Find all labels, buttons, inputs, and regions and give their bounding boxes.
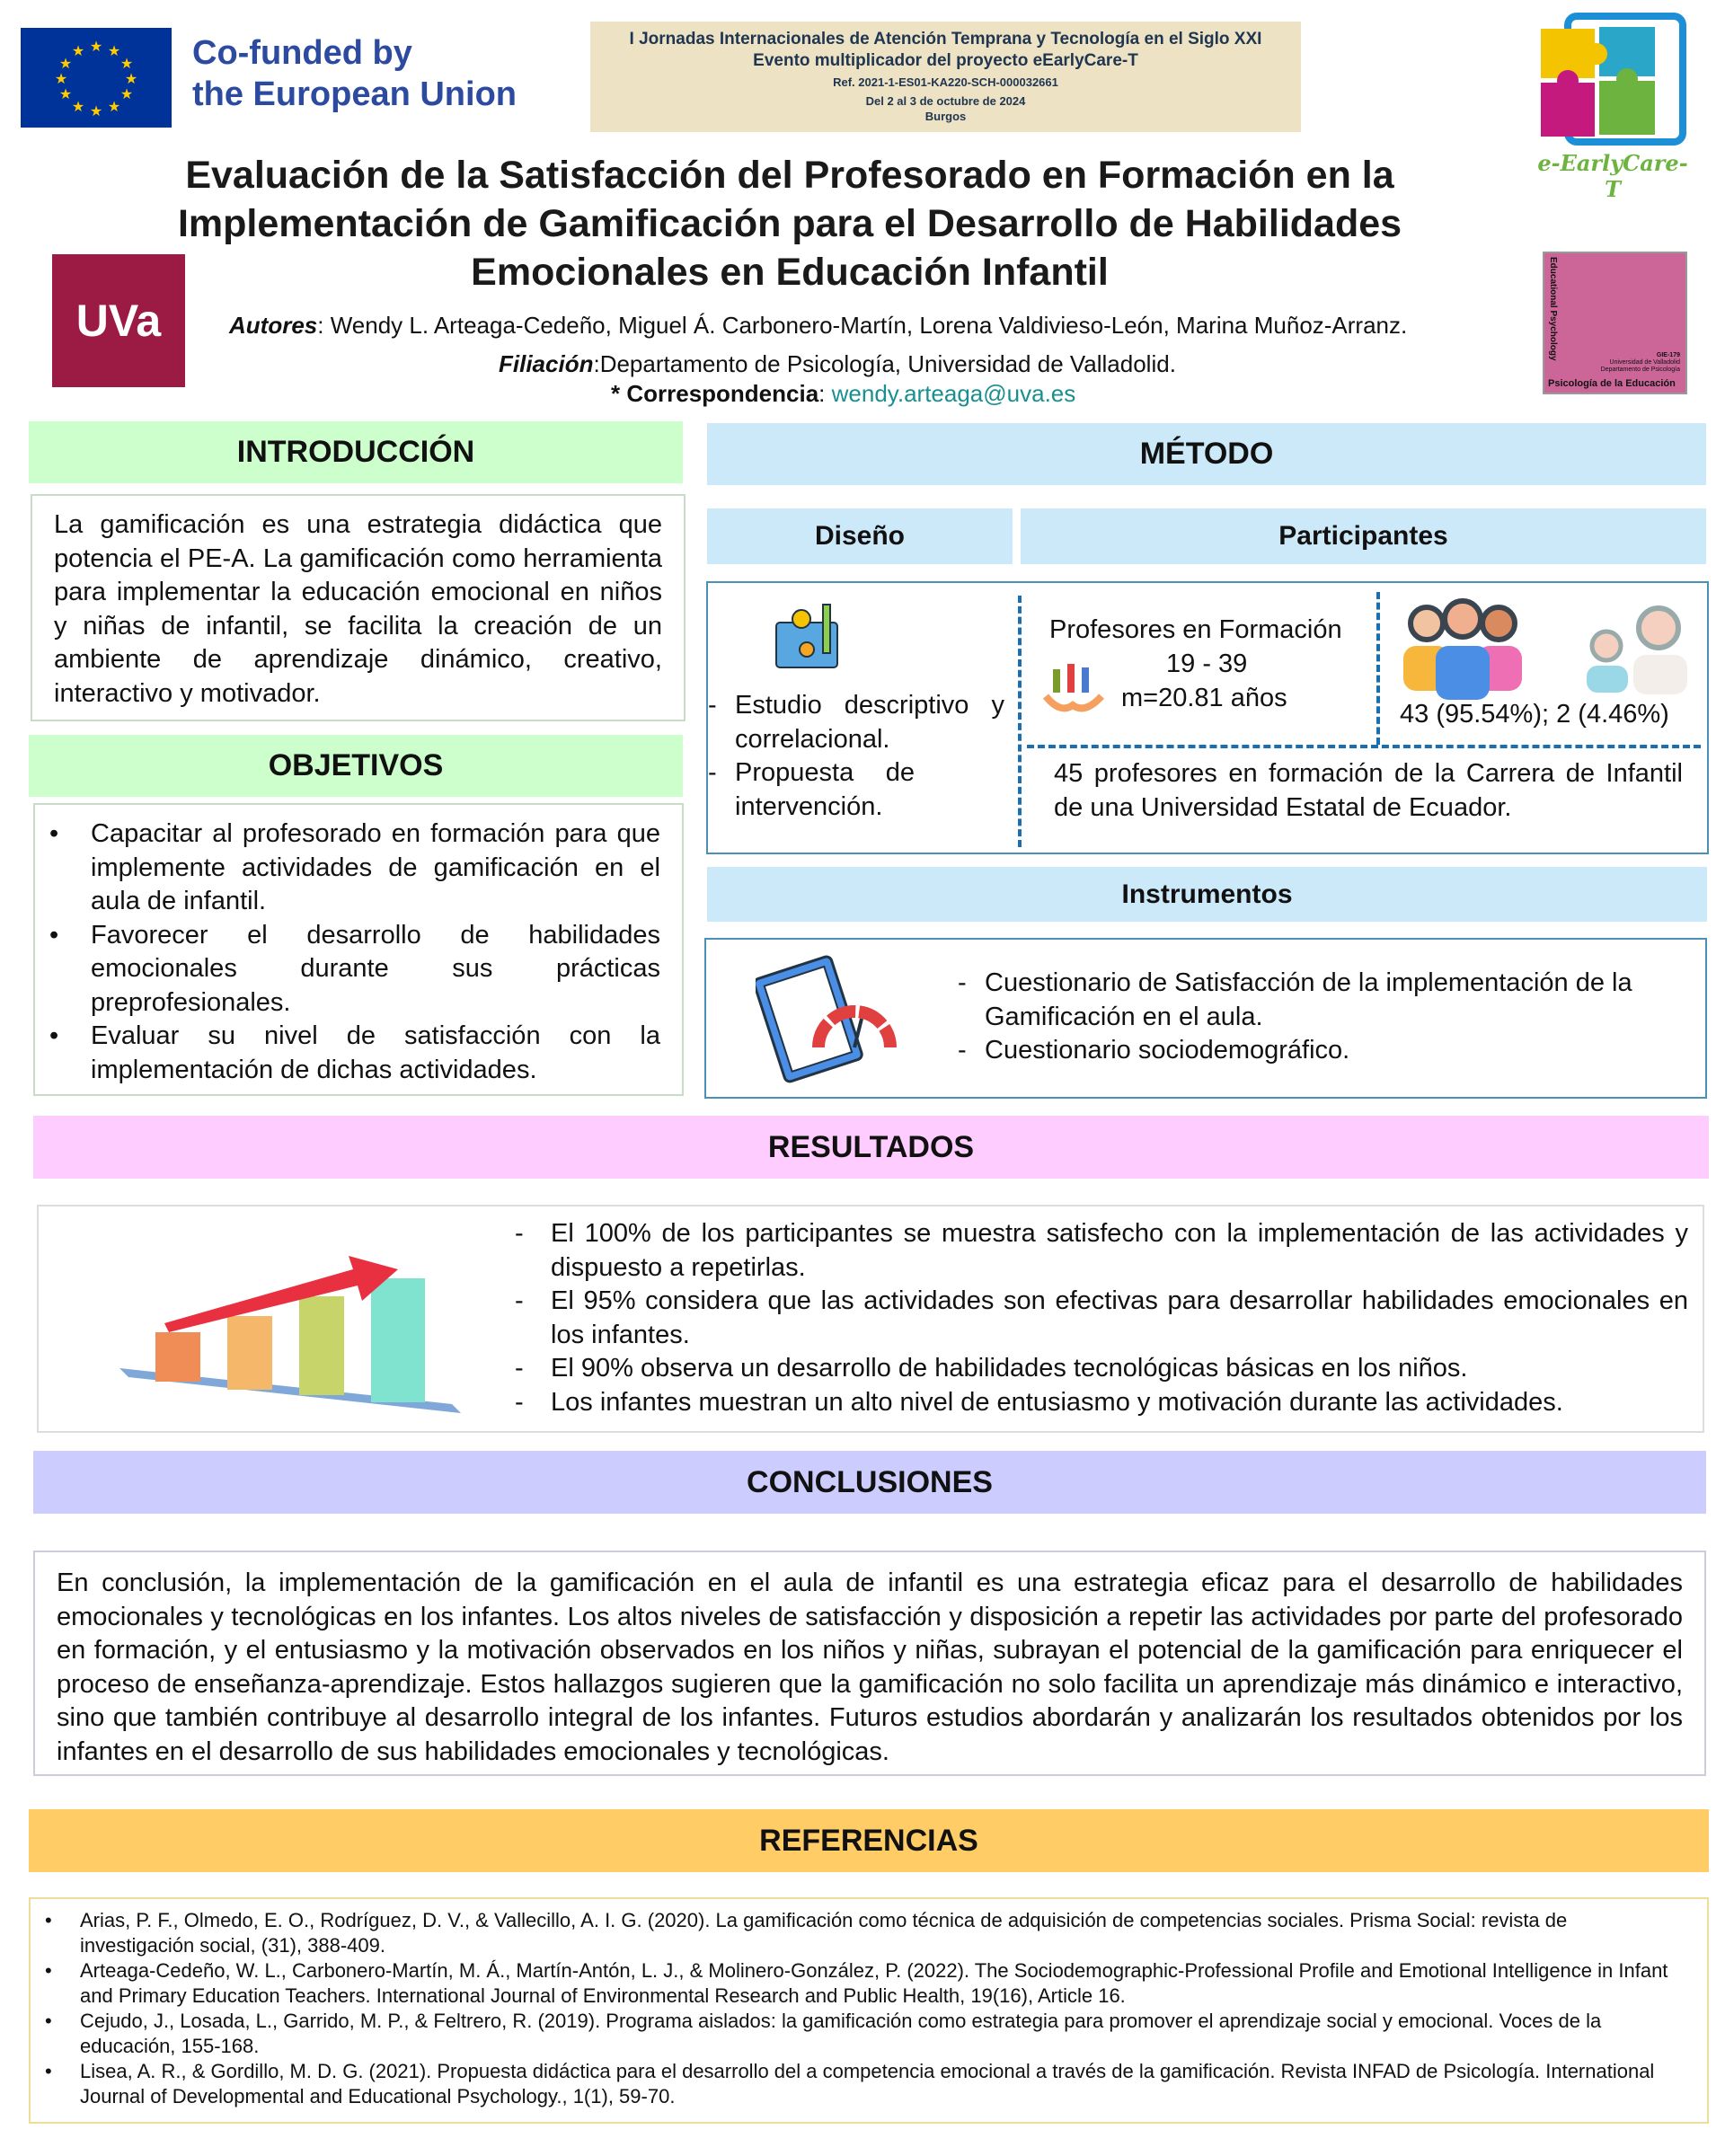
svg-text:★: ★ xyxy=(107,42,121,59)
conclusiones-text: En conclusión, la implementación de la gamificación en el aula de infantil es una estrategia eficaz para el desarrollo de habilidades emocionales y tecnológicas en los infantes. Los altos niveles de satisfacción y disposición a repetir las actividades por parte del profesorado en formación, y el entusiasmo y la motivación observados en los niños y niñas, subrayan el potencial de la gamificación para enriquecer el proceso de enseñanza-aprendizaje. Estos hallazgos sugieren que la gamificación no solo facilita un aprendizaje más dinámico e interactivo, sino que también contribuye al desarrollo integral de los infantes. Futuros estudios abordarán y analizarán los resultados obtenidos por los infantes en el desarrollo de sus habilidades emocionales y tecnológicas. xyxy=(57,1568,1683,1766)
svg-text:★: ★ xyxy=(71,42,85,59)
uva-logo-text: UVa xyxy=(75,296,162,346)
resultado-item: - El 90% observa un desarrollo de habilidades tecnológicas básicas en los niños. xyxy=(515,1352,1688,1386)
psych-logo-bottom: Psicología de la Educación xyxy=(1548,378,1676,389)
resultado-item: - Los infantes muestran un alto nivel de entusiasmo y motivación durante las actividades. xyxy=(515,1386,1688,1420)
age-range: 19 - 39 xyxy=(1166,649,1248,678)
design-blueprint-icon xyxy=(771,601,843,673)
psychology-group-logo xyxy=(1543,252,1687,394)
referencias-heading xyxy=(29,1809,1709,1872)
intro-heading xyxy=(29,421,683,483)
growth-chart-icon xyxy=(111,1233,470,1422)
eearlycare-logo xyxy=(1532,11,1694,202)
svg-text:★: ★ xyxy=(58,55,73,72)
instrumento-item: - Cuestionario sociodemográfico. xyxy=(958,1034,1676,1068)
reference-item: • Arteaga-Cedeño, W. L., Carbonero-Martín, M. Á., Martín-Antón, L. J., & Molinero-González, P. (2022). The Sociodemographic-Professional Profile and Emotional Intelligence in Infant and Primary Education Teachers. International Journal of Environmental Research and Public Health, 19(16), Article 16. xyxy=(31,1958,1680,2009)
sample-description: 45 profesores en formación de la Carrera de Infantil de una Universidad Estatal de Ecuador. xyxy=(1054,759,1683,822)
instrumentos-heading-text: Instrumentos xyxy=(1121,879,1293,909)
age-mean: m=20.81 años xyxy=(1121,684,1287,712)
diseno-heading xyxy=(707,508,1013,564)
event-banner xyxy=(590,22,1301,132)
svg-text:★: ★ xyxy=(58,85,73,102)
vertical-divider xyxy=(1018,596,1022,847)
reference-item: • Arias, P. F., Olmedo, E. O., Rodríguez, D. V., & Vallecillo, A. I. G. (2020). La gamificación como técnica de adquisición de competencias sociales. Prisma Social: revista de investigación social, (31), 388-409. xyxy=(31,1908,1680,1958)
banner-line1: I Jornadas Internacionales de Atención Temprana y Tecnología en el Siglo XXI xyxy=(629,30,1262,49)
svg-text:★: ★ xyxy=(119,85,134,102)
svg-text:★: ★ xyxy=(89,102,103,119)
svg-text:★: ★ xyxy=(119,55,134,72)
affiliation-text: :Departamento de Psicología, Universidad de Valladolid. xyxy=(593,350,1176,377)
objetivo-item: • Favorecer el desarrollo de habilidades emocionales durante sus prácticas preprofesionales. xyxy=(35,919,660,1021)
authors-label: Autores xyxy=(229,312,318,339)
referencias-heading-text: REFERENCIAS xyxy=(759,1823,978,1858)
psych-logo-dept: Departamento de Psicología xyxy=(1600,367,1680,373)
conclusiones-heading-text: CONCLUSIONES xyxy=(747,1464,993,1499)
svg-text:★: ★ xyxy=(124,70,138,87)
eu-cofunded-text xyxy=(192,32,517,115)
psych-logo-univ: Universidad de Valladolid xyxy=(1609,359,1680,366)
participantes-heading xyxy=(1021,508,1706,564)
intro-text: La gamificación es una estrategia didáctica que potencia el PE-A. La gamificación como herramienta para implementar la educación emocional en niños y niñas de infantil, se facilita la creación de un ambiente de aprendizaje dinámico, creativo, interactivo y motivador. xyxy=(54,510,662,708)
resultados-box xyxy=(37,1205,1704,1433)
diseno-item: - Estudio descriptivo y correlacional. xyxy=(708,689,1004,756)
poster-title xyxy=(126,151,1454,296)
people-hands-icon xyxy=(1042,660,1105,720)
uva-logo xyxy=(52,254,185,387)
participantes-heading-text: Participantes xyxy=(1278,521,1448,551)
metodo-heading-text: MÉTODO xyxy=(1139,437,1274,471)
prof-label: Profesores en Formación xyxy=(1049,615,1342,644)
svg-text:★: ★ xyxy=(54,70,68,87)
psych-logo-vertical-text: Educational Psychology xyxy=(1548,257,1558,361)
correspondence-line xyxy=(611,380,1075,408)
banner-ref: Ref. 2021-1-ES01-KA220-SCH-000032661 xyxy=(833,75,1058,89)
vertical-divider-2 xyxy=(1376,592,1380,745)
affiliation-line xyxy=(499,350,1176,378)
reference-item: • Cejudo, J., Losada, L., Garrido, M. P., & Feltrero, R. (2019). Programa aislados: la gamificación como estrategia para promover el aprendizaje social y emocional. Voces de la educación, 155-168. xyxy=(31,2009,1680,2059)
svg-text:★: ★ xyxy=(107,98,121,115)
title-line2: Implementación de Gamificación para el Desarrollo de Habilidades xyxy=(177,202,1402,245)
resultados-heading-text: RESULTADOS xyxy=(767,1129,975,1164)
referencias-box xyxy=(29,1897,1709,2124)
resultado-item: - El 100% de los participantes se muestra satisfecho con la implementación de las actividades y dispuesto a repetirlas. xyxy=(515,1217,1688,1285)
resultado-item: - El 95% considera que las actividades son efectivas para desarrollar habilidades emocionales en los infantes. xyxy=(515,1285,1688,1352)
instrumentos-heading xyxy=(707,867,1707,922)
objetivos-box xyxy=(33,803,684,1096)
conclusiones-box xyxy=(33,1551,1706,1776)
puzzle-tablet-icon xyxy=(1532,11,1694,146)
project-logo-text: e-EarlyCare-T xyxy=(1537,150,1688,202)
eu-text-line1: Co-funded by xyxy=(192,34,412,72)
intro-box xyxy=(31,494,686,721)
eu-text-line2: the European Union xyxy=(192,75,517,113)
eu-flag-icon xyxy=(21,28,172,128)
objetivos-heading-text: OBJETIVOS xyxy=(268,748,444,782)
correspondence-sep: : xyxy=(818,380,832,407)
instrumento-item: - Cuestionario de Satisfacción de la implementación de la Gamificación en el aula. xyxy=(958,967,1676,1034)
resultados-heading xyxy=(33,1116,1709,1179)
svg-text:★: ★ xyxy=(71,98,85,115)
metodo-box xyxy=(706,581,1709,854)
instrumentos-box xyxy=(704,938,1707,1099)
diseno-heading-text: Diseño xyxy=(814,521,906,551)
reference-item: • Lisea, A. R., & Gordillo, M. D. G. (2021). Propuesta didáctica para el desarrollo del a competencia emocional a través de la gamificación. Revista INFAD de Psicología. International Journal of Developmental and Educational Psychology., 1(1), 59-70. xyxy=(31,2059,1680,2109)
banner-line2: Evento multiplicador del proyecto eEarlyCare-T xyxy=(753,51,1138,70)
gender-counts: 43 (95.54%); 2 (4.46%) xyxy=(1400,700,1669,729)
objetivo-item: • Capacitar al profesorado en formación para que implemente actividades de gamificación en el aula de infantil. xyxy=(35,817,660,919)
objetivos-heading xyxy=(29,735,683,797)
banner-place: Burgos xyxy=(924,110,967,123)
conclusiones-heading xyxy=(33,1451,1706,1514)
title-line3: Emocionales en Educación Infantil xyxy=(471,251,1109,294)
banner-dates: Del 2 al 3 de octubre de 2024 xyxy=(865,94,1026,108)
affiliation-label: Filiación xyxy=(499,350,594,377)
email-link[interactable]: wendy.arteaga@uva.es xyxy=(831,380,1076,407)
objetivo-item: • Evaluar su nivel de satisfacción con la implementación de dichas actividades. xyxy=(35,1020,660,1087)
gender-people-icon xyxy=(1400,592,1696,700)
metodo-heading xyxy=(707,423,1706,485)
authors-line xyxy=(229,312,1407,340)
authors-names: : Wendy L. Arteaga-Cedeño, Miguel Á. Carbonero-Martín, Lorena Valdivieso-León, Marina Muñoz-Arranz. xyxy=(317,312,1408,339)
intro-heading-text: INTRODUCCIÓN xyxy=(236,435,475,469)
diseno-item: - Propuesta de intervención. xyxy=(708,756,1004,824)
svg-text:★: ★ xyxy=(89,38,103,55)
psych-logo-code: GIE-179 xyxy=(1656,352,1680,358)
clipboard-gauge-icon xyxy=(756,949,899,1092)
correspondence-label: * Correspondencia xyxy=(611,380,819,407)
horizontal-divider xyxy=(1027,745,1701,748)
title-line1: Evaluación de la Satisfacción del Profesorado en Formación en la xyxy=(185,154,1394,197)
